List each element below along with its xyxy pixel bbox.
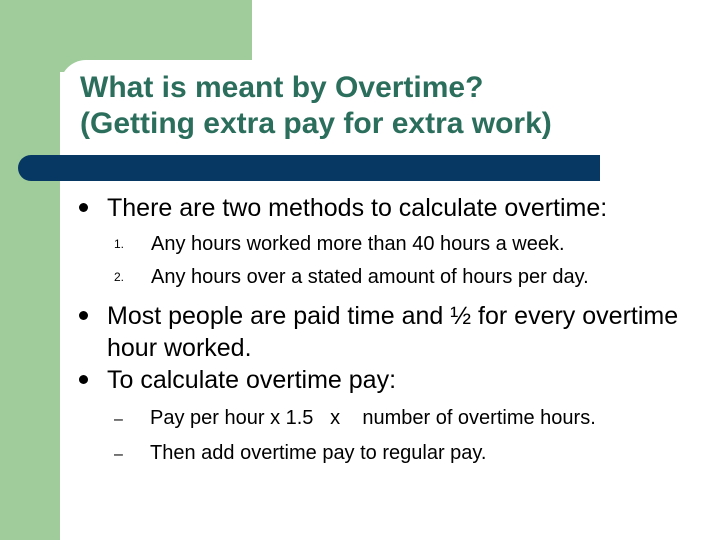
dash-bullet-icon: – bbox=[114, 446, 123, 463]
slide-title-line-1: What is meant by Overtime? bbox=[80, 71, 484, 104]
bullet-text: Most people are paid time and ½ for every overtime hour worked. bbox=[107, 302, 679, 362]
dash-bullet-icon: – bbox=[114, 411, 123, 428]
subitem-text: Any hours over a stated amount of hours per day. bbox=[151, 266, 589, 288]
bullet-text: To calculate overtime pay: bbox=[107, 366, 397, 394]
subitem-text: Then add overtime pay to regular pay. bbox=[150, 442, 487, 464]
subitem-text: Any hours worked more than 40 hours a week. bbox=[151, 233, 565, 255]
bullet-dot-icon bbox=[78, 300, 107, 332]
dash-subitem bbox=[78, 402, 698, 437]
slide-title-line-2: (Getting extra pay for extra work) bbox=[80, 107, 552, 140]
bullet-dot-icon bbox=[78, 192, 107, 224]
decorative-green-sidebar bbox=[0, 0, 60, 540]
bullet-text: There are two methods to calculate overtime: bbox=[107, 194, 608, 222]
slide-title bbox=[80, 70, 700, 142]
bullet-list bbox=[78, 192, 698, 472]
bullet-item bbox=[78, 300, 698, 364]
subitem-text: Pay per hour x 1.5 x number of overtime hours. bbox=[150, 407, 596, 429]
title-divider-bar bbox=[18, 155, 600, 181]
bullet-dot-icon bbox=[78, 364, 107, 396]
numbered-subitem bbox=[78, 228, 698, 261]
dash-subitem bbox=[78, 437, 698, 472]
subitem-number: 1. bbox=[114, 237, 125, 251]
numbered-subitem bbox=[78, 261, 698, 294]
bullet-item bbox=[78, 192, 698, 224]
bullet-item bbox=[78, 364, 698, 396]
subitem-number: 2. bbox=[114, 270, 125, 284]
